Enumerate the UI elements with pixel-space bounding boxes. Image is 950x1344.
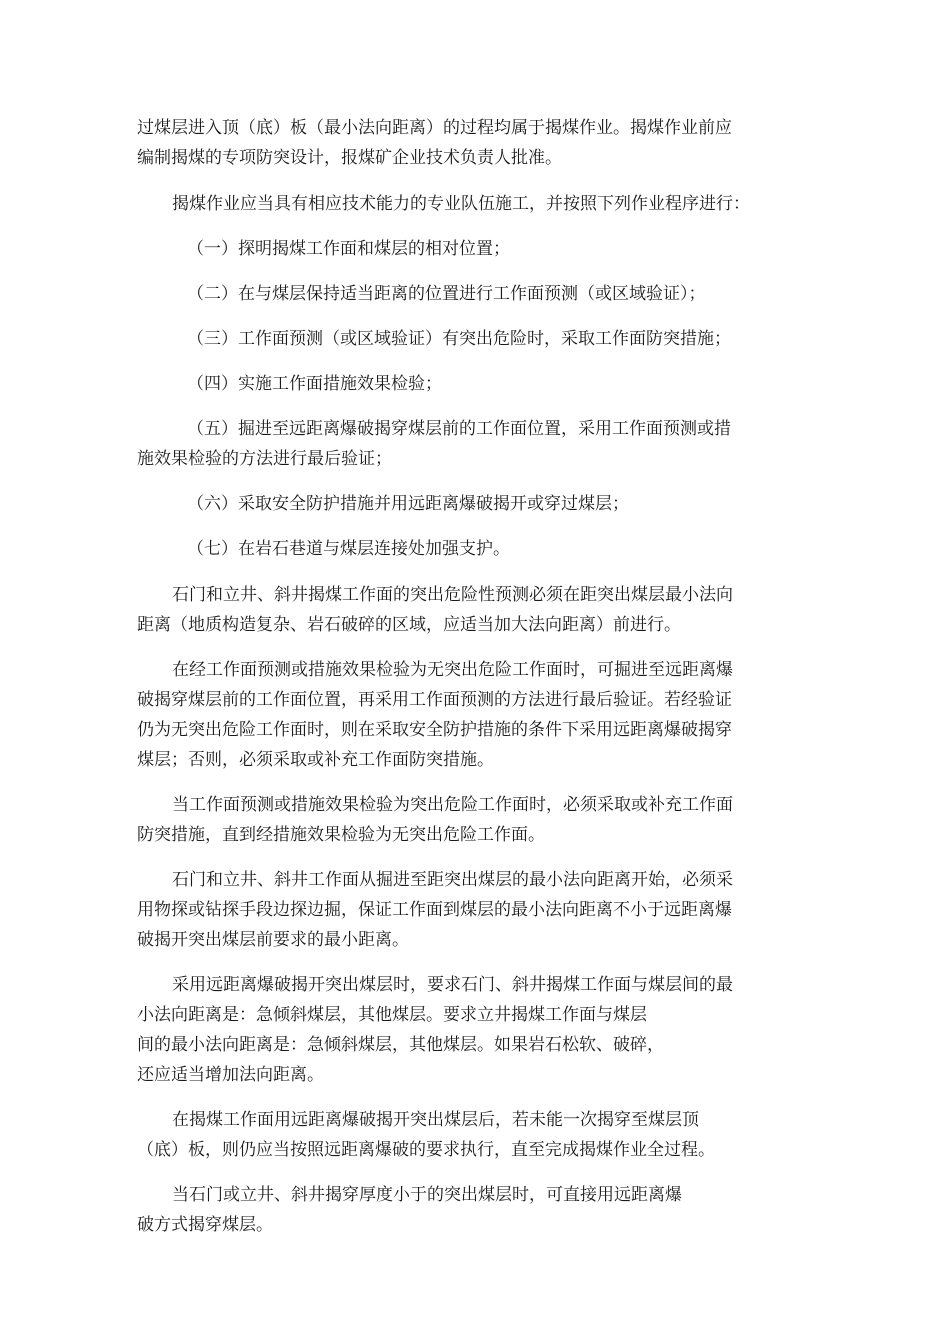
text-line: （底）板，则仍应当按照远距离爆破的要求执行，直至完成揭煤作业全过程。 [137, 1140, 715, 1160]
text-line: 过煤层进入顶（底）板（最小法向距离）的过程均属于揭煤作业。揭煤作业前应 [137, 118, 732, 138]
text-line: 防突措施，直到经措施效果检验为无突出危险工作面。 [137, 825, 545, 845]
text-line: 当工作面预测或措施效果检验为突出危险工作面时，必须采取或补充工作面 [172, 795, 733, 815]
text-line: 在经工作面预测或措施效果检验为无突出危险工作面时，可掘进至远距离爆 [172, 660, 733, 680]
text-line: 距离（地质构造复杂、岩石破碎的区域，应适当加大法向距离）前进行。 [137, 615, 681, 635]
text-line: 施效果检验的方法进行最后验证； [137, 449, 392, 469]
text-line: 煤层；否则，必须采取或补充工作面防突措施。 [137, 750, 494, 770]
text-line: 仍为无突出危险工作面时，则在采取安全防护措施的条件下采用远距离爆破揭穿 [137, 720, 732, 740]
text-line: （三）工作面预测（或区域验证）有突出危险时，采取工作面防突措施； [187, 329, 731, 349]
text-line: 揭煤作业应当具有相应技术能力的专业队伍施工，并按照下列作业程序进行： [172, 194, 750, 214]
text-line: 采用远距离爆破揭开突出煤层时，要求石门、斜井揭煤工作面与煤层间的最 [172, 975, 733, 995]
text-line: （二）在与煤层保持适当距离的位置进行工作面预测（或区域验证）； [187, 284, 706, 304]
text-line: （五）掘进至远距离爆破揭穿煤层前的工作面位置，采用工作面预测或措 [187, 419, 731, 439]
text-line: （四）实施工作面措施效果检验； [187, 374, 442, 394]
text-line: 石门和立井、斜井揭煤工作面的突出危险性预测必须在距突出煤层最小法向 [172, 585, 733, 605]
text-line: 破方式揭穿煤层。 [137, 1215, 273, 1235]
text-line: （七）在岩石巷道与煤层连接处加强支护。 [187, 539, 510, 559]
text-line: 破揭开突出煤层前要求的最小距离。 [137, 930, 409, 950]
text-line: 小法向距离是：急倾斜煤层，其他煤层。要求立井揭煤工作面与煤层 [137, 1005, 647, 1025]
text-line: 还应适当增加法向距离。 [137, 1065, 324, 1085]
text-line: （一）探明揭煤工作面和煤层的相对位置； [187, 239, 510, 259]
text-line: （六）采取安全防护措施并用远距离爆破揭开或穿过煤层； [187, 494, 629, 514]
text-line: 当石门或立井、斜井揭穿厚度小于的突出煤层时，可直接用远距离爆 [172, 1185, 682, 1205]
text-line: 在揭煤工作面用远距离爆破揭开突出煤层后，若未能一次揭穿至煤层顶 [172, 1110, 699, 1130]
text-line: 编制揭煤的专项防突设计，报煤矿企业技术负责人批准。 [137, 148, 562, 168]
text-line: 用物探或钻探手段边探边掘，保证工作面到煤层的最小法向距离不小于远距离爆 [137, 900, 732, 920]
text-line: 石门和立井、斜井工作面从掘进至距突出煤层的最小法向距离开始，必须采 [172, 870, 733, 890]
text-line: 间的最小法向距离是：急倾斜煤层，其他煤层。如果岩石松软、破碎， [137, 1035, 664, 1055]
text-line: 破揭穿煤层前的工作面位置，再采用工作面预测的方法进行最后验证。若经验证 [137, 690, 732, 710]
